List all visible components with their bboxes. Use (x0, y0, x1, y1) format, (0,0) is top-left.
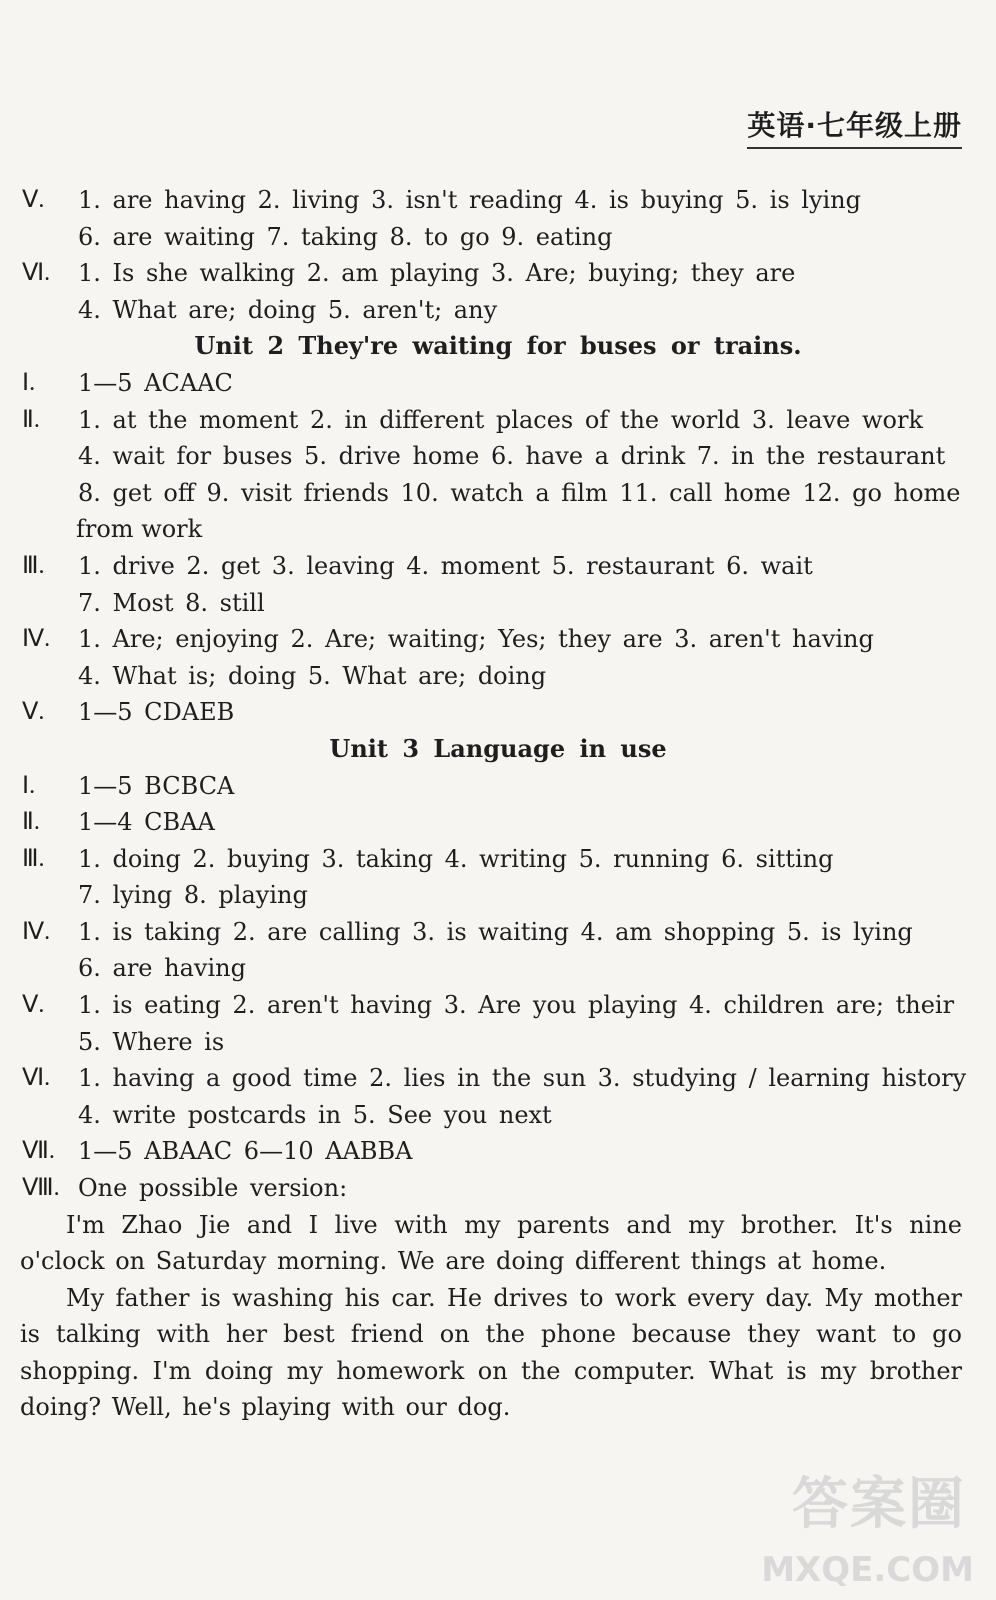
answer-line (0, 475, 996, 512)
answer-text: 1. drive 2. get 3. leaving 4. moment 5. restaurant 6. wait (78, 551, 813, 580)
section-numeral: Ⅳ. (22, 626, 51, 653)
answer-text: 1. Is she walking 2. am playing 3. Are; buying; they are (78, 259, 796, 288)
section-numeral: Ⅴ. (22, 992, 45, 1019)
answer-line (0, 1170, 996, 1207)
answer-line (0, 585, 996, 622)
answer-content (0, 182, 996, 1427)
essay-paragraph: My father is washing his car. He drives to work every day. My mother is talking with her best friend on the phone because they want to go shopping. I'm doing my homework on the computer. What is my brother doing? Well, he's playing with our dog. (20, 1283, 962, 1422)
essay-block (0, 1207, 996, 1427)
answer-text: 4. write postcards in 5. See you next (78, 1100, 552, 1129)
section-numeral: Ⅰ. (22, 772, 36, 799)
answer-text: 6. are having (78, 954, 246, 983)
answer-text: One possible version: (78, 1174, 348, 1203)
answer-text: 6. are waiting 7. taking 8. to go 9. eating (78, 222, 613, 251)
answer-line (0, 694, 996, 731)
answer-text: 1. is taking 2. are calling 3. is waiting 4. am shopping 5. is lying (78, 917, 913, 946)
answer-text: 1—5 ABAAC 6—10 AABBA (78, 1137, 413, 1166)
answer-line (0, 987, 996, 1024)
section-numeral: Ⅵ. (22, 260, 51, 287)
answer-line (0, 877, 996, 914)
answer-line (0, 621, 996, 658)
section-numeral: Ⅰ. (22, 369, 36, 396)
answer-text: 7. lying 8. playing (78, 881, 308, 910)
page-header: 英语·七年级上册 (747, 104, 962, 149)
answer-line (0, 804, 996, 841)
answer-line (0, 182, 996, 219)
section-numeral: Ⅲ. (22, 845, 45, 872)
answer-text: 1. having a good time 2. lies in the sun 3. studying / learning history (78, 1064, 967, 1093)
section-numeral: Ⅴ. (22, 187, 45, 213)
answer-line (0, 365, 996, 402)
answer-line (0, 255, 996, 292)
answer-line (0, 219, 996, 256)
section-numeral: Ⅵ. (22, 1065, 51, 1092)
section-numeral: Ⅱ. (22, 406, 40, 433)
answer-text: 1—5 ACAAC (78, 368, 233, 397)
answer-line (0, 292, 996, 329)
watermark-text: 答案圈 (792, 1472, 966, 1537)
answer-line (0, 914, 996, 951)
answer-text: 4. What is; doing 5. What are; doing (78, 661, 547, 690)
section-numeral: Ⅳ. (22, 918, 51, 945)
answer-line (0, 1060, 996, 1097)
answer-text: 4. What are; doing 5. aren't; any (78, 295, 498, 324)
answer-text: 1—4 CBAA (78, 808, 215, 837)
essay-paragraph: I'm Zhao Jie and I live with my parents and my brother. It's nine o'clock on Saturday morning. We are doing different things at home. (20, 1210, 962, 1276)
answer-text: from work (76, 515, 203, 544)
answer-line (0, 402, 996, 439)
answer-text: 1—5 CDAEB (78, 698, 235, 727)
section-numeral: Ⅶ. (22, 1138, 55, 1165)
section-numeral: Ⅷ. (22, 1175, 60, 1202)
answer-line (0, 658, 996, 695)
answer-text: 1. is eating 2. aren't having 3. Are you playing 4. children are; their (78, 991, 955, 1020)
answer-line (0, 1097, 996, 1134)
unit-3-title: Unit 3 Language in use (329, 733, 667, 763)
section-numeral: Ⅴ. (22, 699, 45, 726)
answer-text: 1. are having 2. living 3. isn't reading 4. is buying 5. is lying (78, 186, 862, 214)
unit-2-title: Unit 2 They're waiting for buses or trains. (194, 331, 802, 361)
answer-line (0, 548, 996, 585)
answer-text: 1. Are; enjoying 2. Are; waiting; Yes; they are 3. aren't having (78, 625, 874, 654)
answer-line (0, 950, 996, 987)
answer-text: 5. Where is (78, 1027, 225, 1056)
answer-line (0, 1024, 996, 1061)
answer-text: 1. doing 2. buying 3. taking 4. writing 5. running 6. sitting (78, 844, 834, 873)
answer-line (0, 1133, 996, 1170)
section-numeral: Ⅱ. (22, 809, 40, 836)
answer-text: 8. get off 9. visit friends 10. watch a film 11. call home 12. go home (78, 478, 961, 507)
answer-text: 7. Most 8. still (78, 588, 265, 617)
section-numeral: Ⅲ. (22, 552, 45, 579)
watermark-url: MXQE.COM (761, 1550, 974, 1590)
answer-text: 4. wait for buses 5. drive home 6. have a drink 7. in the restaurant (78, 442, 946, 471)
answer-line (0, 438, 996, 475)
answer-text: 1. at the moment 2. in different places of the world 3. leave work (78, 405, 924, 434)
answer-line (0, 841, 996, 878)
answer-line (0, 768, 996, 805)
watermark-logo (761, 1460, 974, 1590)
answer-text: 1—5 BCBCA (78, 771, 235, 800)
answer-line (0, 511, 996, 548)
